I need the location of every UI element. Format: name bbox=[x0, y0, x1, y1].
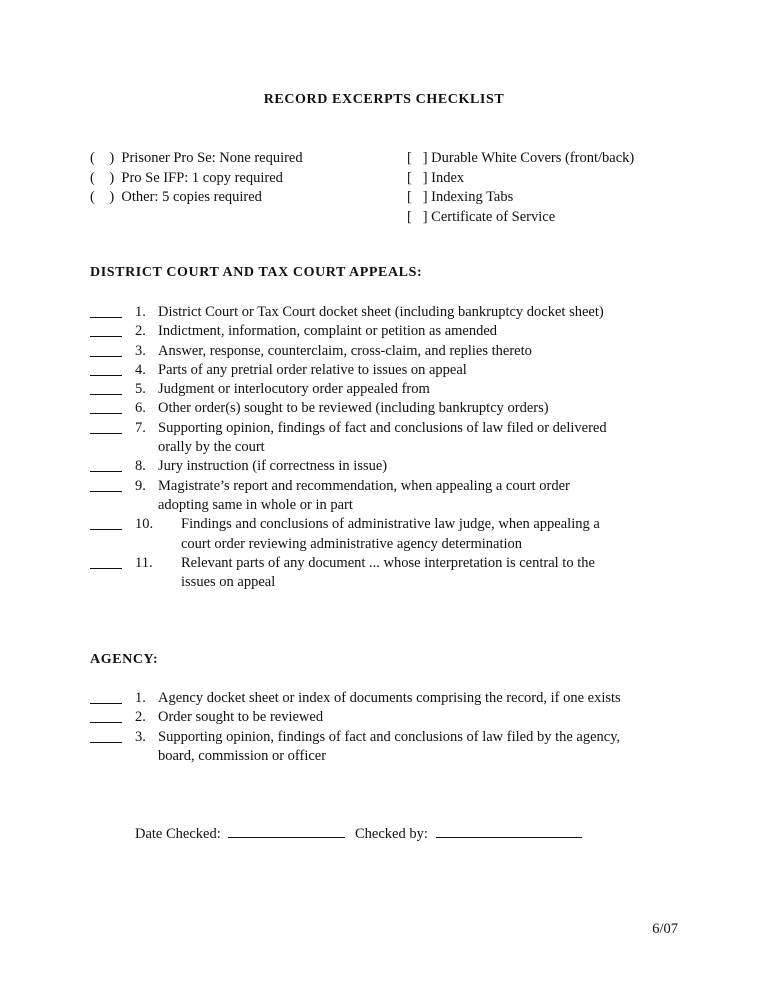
item-text: Agency docket sheet or index of documents comprising the record, if one exists bbox=[158, 690, 621, 706]
covers-item-index: [ ] Index bbox=[407, 169, 465, 186]
item-number: 3. bbox=[135, 728, 146, 745]
check-blank bbox=[90, 380, 122, 395]
item-number: 8. bbox=[135, 458, 146, 475]
item-number: 2. bbox=[135, 709, 146, 726]
list-item bbox=[90, 554, 690, 593]
list-item bbox=[90, 515, 690, 554]
list-item bbox=[90, 361, 690, 380]
list-item bbox=[90, 322, 690, 341]
check-blank bbox=[90, 322, 122, 337]
item-text: Jury instruction (if correctness in issue) bbox=[158, 458, 388, 475]
item-text: Judgment or interlocutory order appealed from bbox=[158, 381, 430, 398]
item-text-continued: issues on appeal bbox=[181, 574, 276, 591]
item-text-continued: board, commission or officer bbox=[158, 747, 327, 764]
check-blank bbox=[90, 399, 122, 414]
item-text: Parts of any pretrial order relative to issues on appeal bbox=[158, 361, 467, 378]
date-checked-label: Date Checked: bbox=[135, 826, 221, 842]
item-number: 9. bbox=[135, 477, 146, 494]
checked-by-blank bbox=[436, 823, 582, 838]
check-blank bbox=[90, 515, 122, 530]
agency-heading: AGENCY: bbox=[90, 652, 159, 667]
item-text-continued: court order reviewing administrative agency determination bbox=[181, 535, 523, 552]
item-text: Supporting opinion, findings of fact and conclusions of law filed or delivered bbox=[158, 419, 607, 436]
item-text: Findings and conclusions of administrative law judge, when appealing a bbox=[181, 516, 600, 533]
item-number: 7. bbox=[135, 419, 146, 436]
check-blank bbox=[90, 419, 122, 434]
check-blank bbox=[90, 728, 122, 743]
item-number: 5. bbox=[135, 381, 146, 398]
item-text-continued: orally by the court bbox=[158, 439, 265, 456]
item-text-continued: adopting same in whole or in part bbox=[158, 496, 353, 513]
item-number: 2. bbox=[135, 323, 146, 340]
check-blank bbox=[90, 708, 122, 723]
item-number: 4. bbox=[135, 361, 146, 378]
check-blank bbox=[90, 361, 122, 376]
item-number: 10. bbox=[135, 516, 154, 533]
copies-option-prisoner: ( ) Prisoner Pro Se: None required bbox=[90, 150, 303, 166]
check-blank bbox=[90, 342, 122, 357]
covers-checklist bbox=[407, 149, 634, 227]
agency-list bbox=[90, 689, 690, 766]
list-item bbox=[90, 303, 690, 322]
item-number: 1. bbox=[135, 304, 146, 320]
item-number: 11. bbox=[135, 554, 153, 571]
copies-option-other: ( ) Other: 5 copies required bbox=[90, 189, 262, 205]
signoff-line bbox=[135, 823, 582, 843]
list-item bbox=[90, 380, 690, 399]
page-title: RECORD EXCERPTS CHECKLIST bbox=[263, 92, 505, 107]
list-item bbox=[90, 399, 690, 418]
check-blank bbox=[90, 303, 122, 318]
covers-item-durable: [ ] Durable White Covers (front/back) bbox=[407, 150, 635, 166]
list-item bbox=[90, 419, 690, 458]
checked-by-label: Checked by: bbox=[355, 826, 428, 842]
list-item bbox=[90, 708, 690, 727]
item-text: Magistrate’s report and recommendation, when appealing a court order bbox=[158, 477, 570, 494]
item-text: Order sought to be reviewed bbox=[158, 709, 324, 726]
item-text: Answer, response, counterclaim, cross-claim, and replies thereto bbox=[158, 342, 532, 359]
check-blank bbox=[90, 477, 122, 492]
item-number: 1. bbox=[135, 690, 146, 706]
copies-option-ifp: ( ) Pro Se IFP: 1 copy required bbox=[90, 169, 283, 186]
item-number: 3. bbox=[135, 342, 146, 359]
list-item bbox=[90, 342, 690, 361]
check-blank bbox=[90, 457, 122, 472]
check-blank bbox=[90, 554, 122, 569]
list-item bbox=[90, 457, 690, 476]
item-text: District Court or Tax Court docket sheet (including bankruptcy docket sheet) bbox=[158, 304, 604, 320]
page-number: 6/07 bbox=[652, 921, 678, 937]
list-item bbox=[90, 477, 690, 516]
item-text: Indictment, information, complaint or petition as amended bbox=[158, 323, 498, 340]
item-text: Other order(s) sought to be reviewed (including bankruptcy orders) bbox=[158, 400, 549, 417]
item-text: Supporting opinion, findings of fact and conclusions of law filed by the agency, bbox=[158, 728, 621, 745]
item-number: 6. bbox=[135, 400, 146, 417]
list-item bbox=[90, 728, 690, 767]
date-checked-blank bbox=[228, 823, 345, 838]
covers-item-tabs: [ ] Indexing Tabs bbox=[407, 189, 514, 205]
copies-options bbox=[90, 149, 303, 208]
district-list bbox=[90, 303, 690, 592]
check-blank bbox=[90, 689, 122, 704]
district-heading: DISTRICT COURT AND TAX COURT APPEALS: bbox=[90, 265, 423, 280]
list-item bbox=[90, 689, 690, 708]
item-text: Relevant parts of any document ... whose interpretation is central to the bbox=[181, 554, 595, 571]
covers-item-certificate: [ ] Certificate of Service bbox=[407, 208, 556, 225]
